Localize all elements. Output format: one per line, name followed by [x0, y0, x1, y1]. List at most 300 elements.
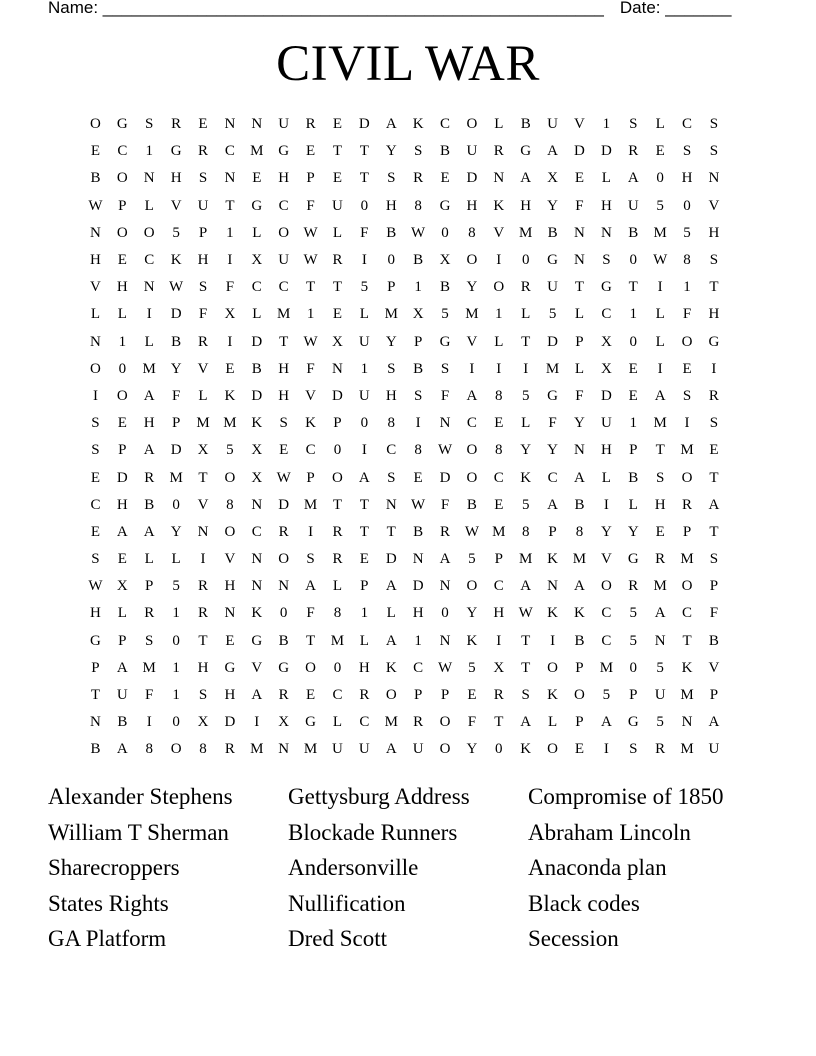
word-bank-item: William T Sherman	[48, 819, 229, 845]
grid-letter: V	[251, 659, 263, 676]
grid-letter: A	[143, 442, 155, 459]
grid-letter: D	[600, 387, 612, 404]
grid-letter: O	[547, 659, 558, 676]
grid-letter: B	[386, 224, 397, 241]
grid-letter: X	[493, 659, 505, 676]
grid-letter: 8	[468, 224, 476, 241]
grid-letter: C	[682, 605, 693, 622]
grid-letter: R	[413, 714, 424, 731]
grid-letter: C	[601, 632, 612, 649]
grid-letter: I	[603, 496, 609, 513]
grid-letter: R	[305, 116, 316, 133]
grid-letter: X	[412, 306, 424, 323]
grid-letter: 5	[629, 605, 637, 622]
grid-letter: A	[385, 741, 397, 758]
grid-letter: P	[360, 578, 369, 595]
grid-row	[82, 655, 742, 682]
grid-row	[82, 464, 742, 491]
grid-letter: G	[547, 387, 558, 404]
grid-letter: R	[682, 496, 693, 513]
grid-letter: L	[332, 224, 343, 241]
grid-letter: M	[196, 415, 210, 432]
grid-letter: N	[143, 170, 155, 187]
word-search-grid	[82, 111, 742, 764]
page-title: CIVIL WAR	[276, 36, 540, 92]
grid-letter: T	[90, 687, 101, 704]
grid-letter: M	[223, 415, 237, 432]
grid-letter: A	[439, 551, 451, 568]
grid-letter: O	[305, 659, 316, 676]
grid-letter: R	[628, 143, 639, 160]
grid-letter: 0	[360, 197, 369, 214]
grid-letter: F	[440, 387, 450, 404]
grid-letter: L	[574, 306, 585, 323]
grid-letter: K	[547, 605, 558, 622]
grid-letter: R	[198, 578, 209, 595]
grid-letter: U	[116, 687, 128, 704]
grid-letter: 5	[656, 714, 664, 731]
grid-letter: V	[600, 551, 612, 568]
grid-letter: I	[684, 415, 690, 432]
grid-row	[82, 301, 742, 328]
grid-letter: 1	[306, 306, 315, 323]
grid-row	[82, 600, 742, 627]
grid-letter: W	[411, 496, 426, 513]
grid-letter: N	[143, 279, 155, 296]
grid-letter: A	[251, 687, 263, 704]
grid-letter: E	[332, 116, 343, 133]
grid-letter: T	[494, 714, 504, 731]
grid-letter: H	[278, 387, 290, 404]
grid-letter: U	[332, 197, 343, 214]
grid-letter: 0	[683, 197, 691, 214]
grid-letter: B	[574, 632, 585, 649]
grid-letter: S	[629, 741, 638, 758]
grid-letter: H	[493, 605, 505, 622]
grid-letter: M	[169, 469, 183, 486]
grid-letter: 0	[387, 252, 395, 269]
grid-letter: O	[224, 469, 236, 486]
grid-letter: K	[520, 741, 532, 758]
grid-letter: P	[306, 469, 315, 486]
grid-letter: O	[466, 578, 478, 595]
grid-letter: 5	[172, 224, 180, 241]
grid-letter: G	[627, 714, 639, 731]
grid-letter: K	[574, 605, 585, 622]
grid-letter: S	[655, 469, 665, 486]
grid-letter: H	[170, 170, 182, 187]
grid-letter: B	[413, 523, 424, 540]
grid-letter: D	[600, 143, 612, 160]
grid-letter: T	[574, 279, 585, 296]
grid-row	[82, 573, 742, 600]
grid-letter: V	[574, 116, 585, 133]
grid-letter: L	[252, 306, 262, 323]
grid-letter: F	[306, 197, 315, 214]
grid-letter: R	[198, 143, 209, 160]
grid-letter: X	[197, 714, 209, 731]
grid-letter: D	[251, 333, 263, 350]
grid-letter: L	[601, 170, 611, 187]
grid-letter: Y	[600, 523, 612, 540]
grid-letter: U	[708, 741, 720, 758]
grid-letter: B	[547, 224, 558, 241]
grid-letter: X	[600, 333, 612, 350]
grid-letter: R	[493, 143, 504, 160]
grid-letter: R	[332, 551, 343, 568]
grid-row	[82, 329, 742, 356]
grid-letter: M	[465, 306, 479, 323]
grid-letter: H	[90, 605, 101, 622]
grid-letter: S	[91, 551, 100, 568]
grid-letter: I	[227, 333, 233, 350]
grid-letter: D	[574, 143, 585, 160]
grid-letter: S	[306, 551, 315, 568]
grid-letter: W	[88, 197, 103, 214]
grid-letter: E	[117, 551, 127, 568]
grid-letter: V	[197, 496, 209, 513]
grid-letter: O	[466, 442, 478, 459]
grid-row	[82, 220, 742, 247]
grid-letter: U	[358, 387, 370, 404]
grid-letter: S	[198, 279, 208, 296]
grid-letter: T	[521, 632, 531, 649]
grid-letter: V	[224, 551, 236, 568]
grid-letter: A	[547, 143, 558, 160]
grid-letter: E	[225, 632, 235, 649]
grid-letter: 8	[199, 741, 207, 758]
grid-letter: 0	[118, 360, 127, 377]
grid-letter: O	[224, 523, 236, 540]
grid-letter: B	[90, 741, 101, 758]
grid-letter: L	[386, 605, 396, 622]
grid-letter: V	[197, 360, 209, 377]
grid-letter: R	[440, 523, 451, 540]
grid-letter: G	[439, 333, 451, 350]
grid-letter: A	[520, 578, 532, 595]
grid-letter: T	[198, 469, 208, 486]
grid-letter: 1	[602, 116, 611, 133]
grid-letter: N	[574, 224, 585, 241]
grid-letter: K	[224, 387, 236, 404]
grid-letter: 1	[683, 279, 691, 296]
grid-letter: P	[709, 578, 719, 595]
grid-letter: I	[146, 714, 152, 731]
grid-letter: S	[145, 632, 154, 649]
grid-letter: X	[547, 170, 558, 187]
grid-letter: T	[386, 523, 396, 540]
grid-letter: R	[655, 741, 666, 758]
grid-letter: M	[545, 360, 560, 377]
grid-row	[82, 165, 742, 192]
grid-letter: O	[681, 578, 693, 595]
grid-letter: X	[251, 442, 263, 459]
grid-letter: L	[359, 306, 369, 323]
grid-letter: 0	[495, 741, 503, 758]
grid-letter: O	[574, 687, 585, 704]
grid-letter: N	[574, 442, 585, 459]
grid-letter: W	[303, 224, 318, 241]
grid-letter: N	[681, 714, 693, 731]
grid-letter: E	[655, 523, 665, 540]
grid-letter: U	[358, 333, 370, 350]
grid-letter: H	[385, 387, 397, 404]
grid-letter: H	[600, 442, 612, 459]
grid-letter: P	[145, 578, 154, 595]
grid-letter: U	[197, 197, 209, 214]
grid-letter: 1	[414, 632, 422, 649]
grid-letter: E	[359, 551, 369, 568]
grid-letter: D	[170, 442, 182, 459]
grid-letter: U	[278, 116, 290, 133]
grid-letter: T	[332, 143, 343, 160]
grid-letter: E	[90, 523, 101, 540]
grid-letter: O	[493, 279, 505, 296]
grid-letter: L	[117, 605, 127, 622]
grid-letter: X	[224, 306, 236, 323]
grid-letter: H	[708, 224, 720, 241]
grid-row	[82, 628, 742, 655]
grid-letter: N	[708, 170, 720, 187]
grid-letter: Y	[547, 442, 558, 459]
grid-letter: M	[653, 578, 667, 595]
grid-letter: D	[116, 469, 128, 486]
grid-letter: S	[387, 360, 396, 377]
grid-letter: Y	[385, 333, 397, 350]
grid-letter: F	[467, 714, 477, 731]
grid-letter: A	[305, 578, 316, 595]
grid-letter: L	[548, 714, 558, 731]
grid-letter: N	[251, 578, 263, 595]
grid-letter: H	[708, 306, 720, 323]
grid-letter: B	[628, 469, 639, 486]
grid-letter: R	[198, 333, 209, 350]
grid-letter: U	[332, 741, 343, 758]
grid-letter: K	[251, 605, 263, 622]
grid-letter: S	[91, 415, 100, 432]
grid-letter: R	[278, 687, 289, 704]
grid-letter: 0	[629, 659, 637, 676]
grid-letter: M	[680, 551, 694, 568]
grid-letter: 1	[145, 143, 153, 160]
grid-letter: I	[657, 360, 663, 377]
grid-letter: G	[439, 197, 451, 214]
grid-letter: A	[600, 714, 612, 731]
grid-letter: M	[572, 551, 587, 568]
grid-letter: L	[252, 224, 262, 241]
grid-letter: B	[278, 632, 289, 649]
grid-letter: L	[332, 578, 343, 595]
grid-letter: K	[547, 551, 558, 568]
grid-letter: C	[251, 279, 262, 296]
grid-letter: R	[144, 605, 155, 622]
grid-letter: U	[627, 197, 639, 214]
grid-letter: E	[252, 170, 262, 187]
grid-letter: F	[709, 605, 719, 622]
grid-letter: 1	[629, 306, 637, 323]
grid-letter: C	[440, 116, 451, 133]
date-field-label: Date: _______	[619, 0, 732, 17]
grid-letter: S	[440, 360, 450, 377]
grid-letter: K	[466, 632, 478, 649]
grid-letter: 5	[172, 578, 180, 595]
grid-letter: R	[359, 687, 370, 704]
grid-letter: D	[224, 714, 236, 731]
grid-letter: C	[413, 659, 424, 676]
grid-letter: O	[439, 741, 451, 758]
grid-letter: F	[548, 415, 557, 432]
grid-letter: H	[116, 279, 128, 296]
grid-letter: K	[493, 197, 505, 214]
grid-letter: P	[118, 197, 127, 214]
grid-letter: E	[305, 143, 316, 160]
grid-letter: K	[412, 116, 424, 133]
grid-letter: 0	[172, 496, 180, 513]
grid-letter: U	[466, 143, 478, 160]
grid-letter: H	[654, 496, 666, 513]
grid-letter: T	[359, 523, 369, 540]
grid-letter: C	[251, 523, 262, 540]
grid-letter: 0	[172, 632, 180, 649]
grid-letter: P	[91, 659, 100, 676]
grid-letter: S	[279, 415, 288, 432]
grid-letter: I	[415, 415, 421, 432]
grid-letter: O	[170, 741, 182, 758]
grid-letter: S	[629, 116, 638, 133]
grid-letter: W	[464, 523, 479, 540]
grid-letter: P	[575, 659, 584, 676]
grid-letter: L	[144, 197, 154, 214]
grid-letter: N	[224, 605, 236, 622]
grid-letter: L	[198, 387, 208, 404]
grid-letter: X	[439, 252, 451, 269]
grid-letter: P	[494, 551, 503, 568]
grid-letter: E	[440, 170, 450, 187]
grid-letter: I	[254, 714, 260, 731]
grid-letter: G	[278, 143, 290, 160]
grid-letter: B	[144, 496, 155, 513]
grid-letter: F	[682, 306, 692, 323]
grid-letter: 8	[414, 197, 422, 214]
grid-letter: C	[278, 197, 289, 214]
grid-letter: R	[278, 523, 289, 540]
grid-letter: I	[146, 306, 152, 323]
grid-letter: E	[305, 687, 316, 704]
grid-letter: E	[574, 741, 585, 758]
grid-letter: F	[360, 224, 369, 241]
grid-letter: X	[600, 360, 612, 377]
grid-letter: U	[547, 116, 558, 133]
grid-letter: O	[116, 387, 128, 404]
grid-letter: T	[709, 279, 719, 296]
grid-letter: X	[197, 442, 209, 459]
grid-letter: I	[496, 252, 502, 269]
grid-letter: E	[90, 143, 101, 160]
grid-letter: 5	[602, 687, 611, 704]
grid-letter: N	[90, 714, 101, 731]
grid-letter: T	[359, 496, 369, 513]
grid-letter: O	[116, 170, 128, 187]
grid-letter: 8	[495, 387, 503, 404]
grid-letter: L	[332, 714, 343, 731]
grid-letter: Y	[466, 279, 478, 296]
grid-row	[82, 519, 742, 546]
grid-letter: N	[439, 632, 451, 649]
grid-letter: 5	[468, 659, 476, 676]
grid-letter: 1	[629, 415, 637, 432]
grid-letter: O	[439, 714, 451, 731]
grid-row	[82, 709, 742, 736]
grid-letter: R	[628, 578, 639, 595]
grid-letter: 1	[172, 687, 180, 704]
grid-letter: L	[171, 551, 181, 568]
grid-letter: S	[709, 252, 719, 269]
grid-letter: E	[332, 170, 343, 187]
grid-letter: H	[90, 252, 101, 269]
grid-letter: N	[251, 551, 263, 568]
grid-letter: T	[682, 632, 692, 649]
grid-letter: C	[359, 714, 370, 731]
grid-letter: S	[709, 116, 719, 133]
grid-letter: O	[466, 469, 478, 486]
grid-letter: E	[225, 360, 235, 377]
word-bank-item: Gettysburg Address	[288, 784, 470, 809]
grid-letter: L	[521, 306, 531, 323]
grid-letter: O	[547, 741, 558, 758]
grid-letter: E	[279, 442, 289, 459]
grid-letter: N	[224, 116, 236, 133]
grid-letter: I	[711, 360, 717, 377]
grid-letter: S	[145, 116, 154, 133]
grid-letter: X	[251, 252, 263, 269]
grid-letter: V	[708, 659, 720, 676]
grid-letter: M	[250, 741, 264, 758]
grid-letter: B	[251, 360, 262, 377]
grid-letter: E	[413, 469, 423, 486]
grid-letter: W	[411, 224, 426, 241]
grid-letter: 8	[226, 496, 234, 513]
grid-letter: L	[494, 333, 504, 350]
word-bank-item: GA Platform	[48, 926, 167, 952]
grid-letter: S	[709, 143, 719, 160]
grid-letter: T	[521, 333, 531, 350]
grid-letter: N	[385, 496, 397, 513]
grid-letter: L	[655, 333, 665, 350]
grid-letter: B	[413, 252, 424, 269]
grid-letter: L	[117, 306, 127, 323]
word-bank-item: Abraham Lincoln	[528, 819, 691, 845]
grid-letter: 5	[683, 224, 691, 241]
grid-letter: N	[278, 741, 290, 758]
grid-letter: M	[250, 143, 264, 160]
grid-letter: X	[332, 333, 343, 350]
grid-letter: H	[681, 170, 693, 187]
grid-letter: P	[575, 714, 584, 731]
grid-letter: K	[547, 687, 558, 704]
grid-letter: F	[171, 387, 181, 404]
grid-letter: R	[413, 170, 424, 187]
grid-letter: I	[227, 252, 233, 269]
grid-letter: X	[278, 714, 290, 731]
grid-letter: Y	[385, 143, 397, 160]
word-bank-item: States Rights	[48, 890, 169, 916]
grid-letter: W	[303, 252, 318, 269]
grid-letter: D	[251, 387, 263, 404]
grid-letter: 0	[172, 714, 180, 731]
grid-letter: K	[385, 659, 397, 676]
grid-letter: S	[91, 442, 100, 459]
grid-letter: W	[653, 252, 668, 269]
